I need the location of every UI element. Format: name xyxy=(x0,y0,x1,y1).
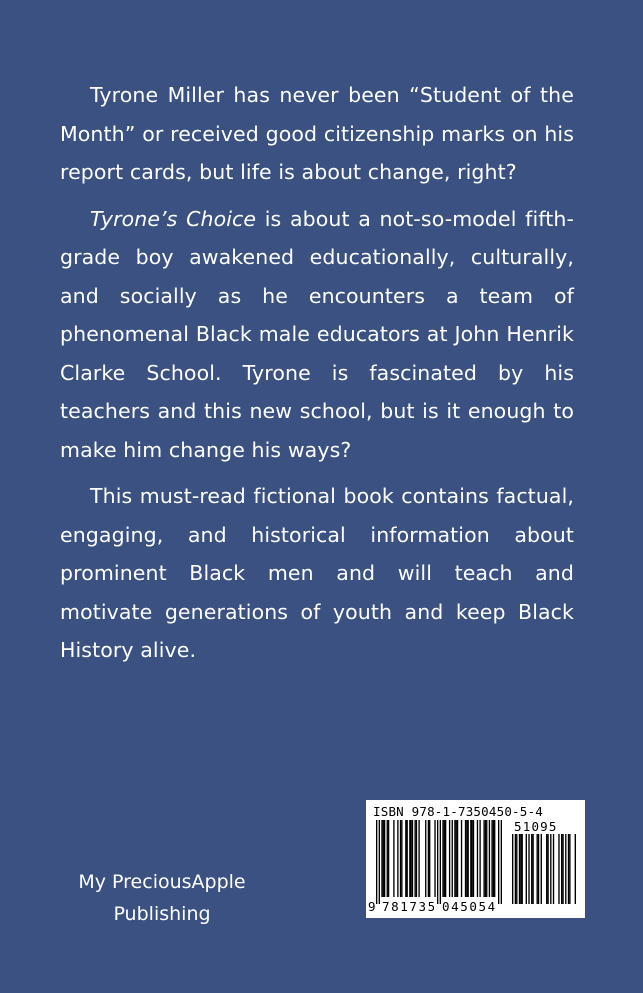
barcode-bar xyxy=(558,834,559,904)
barcode-bar xyxy=(485,820,486,897)
barcode-bar xyxy=(569,834,570,904)
ean-right-group: 045054 xyxy=(442,899,497,914)
barcode-bar xyxy=(468,820,469,897)
barcode-bar xyxy=(546,834,547,904)
barcode-bar xyxy=(379,820,380,904)
barcode-bar xyxy=(553,834,554,904)
ean-first-digit: 9 xyxy=(368,899,376,914)
ean-barcode-bars xyxy=(376,820,502,904)
barcode-bar xyxy=(516,834,517,904)
barcode-bar xyxy=(522,834,523,904)
publisher-line-2: Publishing xyxy=(113,903,211,925)
barcode-bar xyxy=(381,820,382,897)
barcode-bar xyxy=(477,820,478,897)
barcode-bar xyxy=(489,820,490,897)
barcode-bar xyxy=(532,834,533,904)
barcode-bar xyxy=(461,820,462,897)
barcode-bar xyxy=(429,820,430,897)
barcode-bar xyxy=(454,820,455,897)
barcode-bar xyxy=(541,834,542,904)
barcode-bar xyxy=(376,820,377,904)
barcode-bar xyxy=(409,820,410,897)
barcode-bar xyxy=(428,820,429,897)
barcode-bar xyxy=(393,820,394,897)
barcode-bar xyxy=(493,820,494,897)
barcode-bar xyxy=(387,820,388,897)
blurb-paragraph-2 xyxy=(60,200,574,470)
publisher-name xyxy=(62,866,262,930)
barcode-bar xyxy=(418,820,419,897)
blurb-paragraph-2-text: is about a not-so-model fifth-grade boy awakened educationally, culturally, and socially as he encounters a team of phenomenal Black male educators at John Henrik Clarke School. Tyrone is fascinated by his teachers and this new school, but is it enough to make him change his ways? xyxy=(60,206,574,462)
blurb-paragraph-3: This must-read fictional book contains factual, engaging, and historical information about prominent Black men and will teach and motivate generations of youth and keep Black History alive. xyxy=(60,484,574,662)
barcode-bar xyxy=(512,834,513,904)
barcode-bar xyxy=(416,820,417,897)
barcode-bar xyxy=(538,834,539,904)
barcode-bar xyxy=(501,820,502,904)
barcode-addon-digits: 51095 xyxy=(514,819,558,834)
barcode-bar xyxy=(434,820,435,897)
barcode-bar xyxy=(457,820,458,897)
barcode-bar xyxy=(452,820,453,897)
barcode-bar xyxy=(575,834,576,904)
barcode-bar xyxy=(437,820,438,904)
barcode-bar xyxy=(528,834,529,904)
ean-left-group: 781735 xyxy=(382,899,437,914)
barcode-bar xyxy=(531,834,532,904)
barcode-bar xyxy=(444,820,445,897)
barcode-bar xyxy=(561,834,562,904)
barcode-bar xyxy=(425,820,426,897)
barcode-bar xyxy=(491,820,492,897)
barcode-bar xyxy=(410,820,411,897)
barcode-bar xyxy=(397,820,398,897)
barcode-bar xyxy=(519,834,520,904)
barcode-bar xyxy=(388,820,389,897)
barcode-bar xyxy=(550,834,551,904)
barcode-bar xyxy=(384,820,385,897)
barcode-bar xyxy=(520,834,521,904)
barcode-bar xyxy=(483,820,484,897)
barcode-bar xyxy=(445,820,446,897)
barcode-bar xyxy=(565,834,566,904)
barcode-bar xyxy=(562,834,563,904)
barcode-bar xyxy=(383,820,384,897)
barcode-bar xyxy=(547,834,548,904)
barcode-bar xyxy=(401,820,402,897)
barcode-bar xyxy=(568,834,569,904)
barcode-bar xyxy=(466,820,467,897)
publisher-line-1: My PreciousApple xyxy=(78,871,246,893)
barcode-bar xyxy=(537,834,538,904)
barcode-bar xyxy=(465,820,466,897)
barcode-bar xyxy=(456,820,457,897)
barcode-bar xyxy=(405,820,406,897)
barcode-bar xyxy=(414,820,415,897)
barcode-bar xyxy=(442,820,443,897)
barcode-bar xyxy=(526,834,527,904)
barcode-bar xyxy=(407,820,408,897)
blurb-paragraph-1: Tyrone Miller has never been “Student of the Month” or received good citizenship marks on his report cards, but life is about change, right? xyxy=(60,83,574,184)
barcode-bar xyxy=(473,820,474,897)
barcode-bar xyxy=(494,820,495,897)
isbn-barcode xyxy=(366,800,585,918)
barcode-bar xyxy=(486,820,487,897)
barcode-bar xyxy=(498,820,499,904)
barcode-bar xyxy=(471,820,472,897)
barcode-bar xyxy=(400,820,401,897)
addon-barcode-bars xyxy=(512,834,576,904)
barcode-bar xyxy=(412,820,413,897)
barcode-bar xyxy=(440,820,441,904)
barcode-bar xyxy=(515,834,516,904)
barcode-bar xyxy=(449,820,450,897)
isbn-label: ISBN 978-1-7350450-5-4 xyxy=(373,804,543,819)
barcode-bar xyxy=(479,820,480,897)
back-cover-blurb xyxy=(60,76,574,678)
book-title: Tyrone’s Choice xyxy=(90,206,257,231)
barcode-bar xyxy=(470,820,471,897)
